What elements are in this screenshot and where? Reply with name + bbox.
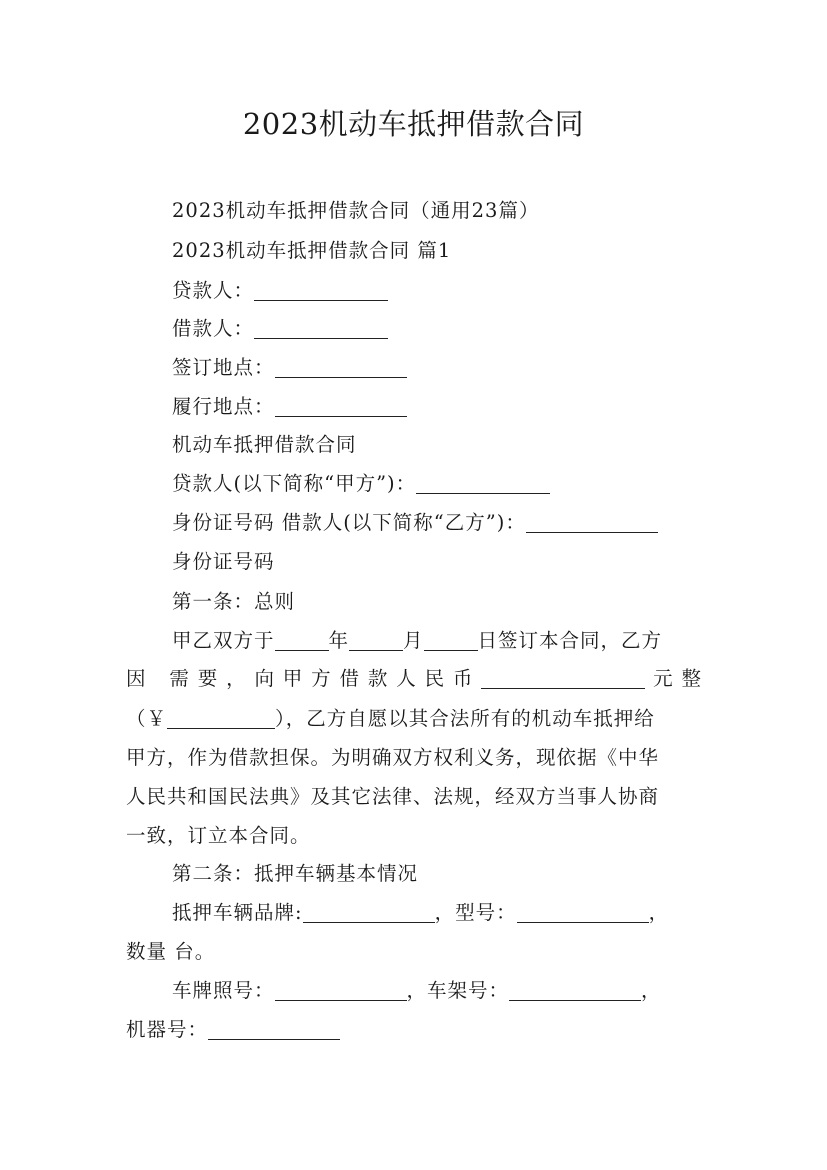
party-b-blank [526,512,658,533]
frame-blank [509,980,641,1001]
day-label: 日签订本合同，乙方 [477,629,663,652]
comma: ， [648,901,670,924]
comma: ， [641,979,662,1002]
signing-place-label: 签订地点： [172,356,275,379]
contract-heading: 机动车抵押借款合同 [172,433,357,456]
subtitle-line: 2023机动车抵押借款合同（通用23篇） [172,199,540,222]
yuan-symbol-text: （￥ [126,707,168,730]
month-blank [349,630,403,651]
party-b-label: 身份证号码 借款人(以下简称“乙方”)： [172,511,526,534]
year-blank [275,630,329,651]
yuan-amount-blank [167,708,275,729]
frame-label: ，车架号： [406,979,510,1002]
article1-line-2 [126,666,702,692]
article1-line-3 [126,706,702,732]
loan-amount-unit: 元整 [645,667,702,690]
engine-blank [208,1019,340,1040]
lender-line [172,278,388,304]
party-a-label: 贷款人(以下简称“甲方”)： [172,472,417,495]
signing-place-line [172,355,407,381]
party-a-line [172,471,550,497]
article1-line-1 [172,628,662,654]
plate-line [172,978,712,1004]
engine-label: 机器号： [126,1018,209,1041]
performance-place-blank [275,396,407,417]
year-label: 年 [328,629,350,652]
month-label: 月 [403,629,424,652]
id-number-line: 身份证号码 [172,550,275,573]
collateral-text: ），乙方自愿以其合法所有的机动车抵押给 [275,707,655,730]
engine-line [126,1017,702,1043]
vehicle-brand-line [172,900,702,926]
lender-blank [254,280,388,301]
article1-line-6: 一致，订立本合同。 [126,824,311,847]
performance-place-line [172,394,407,420]
document-title: 2023机动车抵押借款合同 [242,107,585,141]
borrower-blank [254,318,388,339]
quantity-line: 数量 台。 [126,940,216,963]
performance-place-label: 履行地点： [172,395,275,418]
loan-purpose-text: 因 需要，向甲方借款人民币 [126,667,482,690]
article1-text: 甲乙双方于 [172,629,275,652]
lender-label: 贷款人： [172,279,255,302]
plate-blank [275,980,407,1001]
party-b-line [172,510,658,536]
model-label: ，型号： [434,901,517,924]
model-blank [517,902,649,923]
day-blank [424,630,478,651]
article2-heading: 第二条：抵押车辆基本情况 [172,862,419,885]
section-heading-1: 2023机动车抵押借款合同 篇1 [172,239,452,262]
borrower-line [172,316,388,342]
borrower-label: 借款人： [172,317,255,340]
signing-place-blank [275,357,407,378]
party-a-blank [416,473,550,494]
article1-line-5: 人民共和国民法典》及其它法律、法规，经双方当事人协商 [126,785,660,808]
brand-blank [303,902,435,923]
brand-label: 抵押车辆品牌: [172,901,303,924]
plate-label: 车牌照号： [172,979,275,1002]
article1-heading: 第一条：总则 [172,590,296,613]
article1-line-4: 甲方，作为借款担保。为明确双方权利义务，现依据《中华 [126,746,660,769]
loan-amount-blank [481,668,645,689]
